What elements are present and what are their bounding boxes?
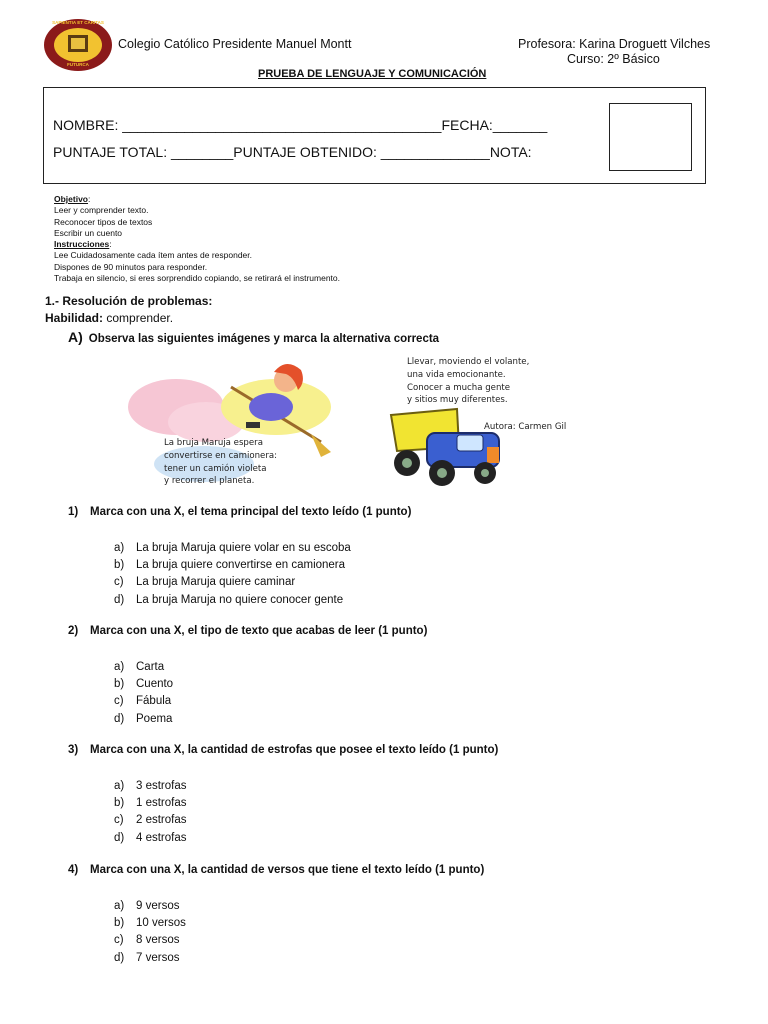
school-name: Colegio Católico Presidente Manuel Montt: [118, 37, 352, 51]
option-a[interactable]: a) 3 estrofas: [114, 780, 187, 792]
option-b[interactable]: b) 10 versos: [114, 917, 186, 930]
question-number: 3): [68, 744, 79, 756]
logo-bottom-text: FUTURCA: [67, 62, 89, 67]
info-block: Objetivo: Leer y comprender texto. Reconocer tipos de textos Escribir un cuento Instrucciones: Lee Cuidadosamente cada ítem antes de responder. Dispones de 90 minutos para responder. Trabaja en silencio, si eres sorprendido copiando, se retirará el instrumento.: [54, 194, 340, 284]
verse: y recorrer el planeta.: [164, 476, 255, 487]
options-1: [114, 540, 351, 609]
grade-box[interactable]: [609, 103, 692, 171]
option-a[interactable]: a) 9 versos: [114, 900, 180, 912]
option-b[interactable]: b) Cuento: [114, 678, 174, 691]
logo-top-text: SAPIENTIA ET CARITAS: [52, 20, 104, 25]
option-c[interactable]: c) 2 estrofas: [114, 814, 187, 827]
skill-label: Habilidad:: [45, 311, 104, 325]
part-instruction: Observa las siguientes imágenes y marca la alternativa correcta: [88, 333, 440, 345]
question-text: Marca con una X, la cantidad de estrofas que posee el texto leído (1 punto): [90, 744, 499, 756]
student-info-box: [43, 87, 706, 184]
poem-author: Autora: Carmen Gil: [484, 422, 567, 432]
option-c[interactable]: c) Fábula: [114, 695, 172, 708]
option-c[interactable]: c) 8 versos: [114, 934, 180, 947]
skill-value: comprender.: [103, 311, 174, 325]
option-b[interactable]: b) 1 estrofas: [114, 797, 187, 810]
test-title: PRUEBA DE LENGUAJE Y COMUNICACIÓN: [258, 68, 487, 80]
question-number: 1): [68, 506, 79, 518]
question-text: Marca con una X, el tema principal del texto leído (1 punto): [90, 506, 412, 518]
verse: La bruja Maruja espera: [164, 438, 263, 448]
question-text: Marca con una X, el tipo de texto que acabas de leer (1 punto): [90, 625, 428, 637]
poem-stanza-2: [407, 356, 529, 407]
question-1: [68, 506, 411, 518]
instruction-item: Lee Cuidadosamente cada ítem antes de responder.: [54, 250, 252, 261]
teacher-name: Profesora: Karina Droguett Vilches: [518, 37, 711, 51]
verse: tener un camión violeta: [164, 463, 267, 474]
poem-stanza-1: [164, 437, 277, 488]
option-d[interactable]: d) 7 versos: [114, 951, 180, 964]
section-title: 1.- Resolución de problemas:: [45, 294, 213, 308]
verse: una vida emocionante.: [407, 369, 506, 380]
verse: convertirse en camionera:: [164, 450, 278, 461]
grade: Curso: 2º Básico: [567, 52, 660, 66]
instruction-item: Dispones de 90 minutos para responder.: [54, 261, 208, 272]
question-3: [68, 744, 498, 756]
name-date-line[interactable]: NOMBRE: _________________________________________FECHA:_______: [53, 117, 548, 133]
instruction-item: Trabaja en silencio, si eres sorprendido copiando, se retirará el instrumento.: [54, 273, 340, 284]
objective-label: Objetivo: [54, 194, 89, 204]
option-a[interactable]: a) La bruja Maruja quiere volar en su escoba: [114, 542, 351, 554]
objective-item: Leer y comprender texto.: [54, 205, 149, 216]
options-3: [114, 778, 187, 847]
question-number: 4): [68, 864, 79, 876]
skill-line: [45, 311, 173, 325]
school-logo: [43, 18, 113, 72]
objective-item: Escribir un cuento: [54, 227, 123, 238]
verse: y sitios muy diferentes.: [407, 395, 508, 406]
question-number: 2): [68, 625, 79, 637]
part-a: [68, 329, 439, 347]
option-c[interactable]: c) La bruja Maruja quiere caminar: [114, 576, 296, 589]
part-letter: A): [68, 329, 83, 345]
verse: Conocer a mucha gente: [407, 382, 511, 393]
truck-illustration: [387, 407, 505, 489]
option-b[interactable]: b) La bruja quiere convertirse en camionera: [114, 559, 346, 572]
option-d[interactable]: d) 4 estrofas: [114, 831, 187, 844]
options-4: [114, 898, 186, 967]
option-d[interactable]: d) La bruja Maruja no quiere conocer gente: [114, 593, 344, 606]
question-2: [68, 625, 427, 637]
instructions-label: Instrucciones: [54, 239, 110, 250]
option-a[interactable]: a) Carta: [114, 661, 165, 673]
verse: Llevar, moviendo el volante,: [407, 357, 530, 367]
objective-item: Reconocer tipos de textos: [54, 216, 153, 227]
option-d[interactable]: d) Poema: [114, 712, 173, 725]
score-line[interactable]: PUNTAJE TOTAL: ________PUNTAJE OBTENIDO: ______________NOTA:: [53, 144, 532, 160]
options-2: [114, 659, 173, 728]
question-text: Marca con una X, la cantidad de versos que tiene el texto leído (1 punto): [90, 864, 485, 876]
question-4: [68, 864, 484, 876]
